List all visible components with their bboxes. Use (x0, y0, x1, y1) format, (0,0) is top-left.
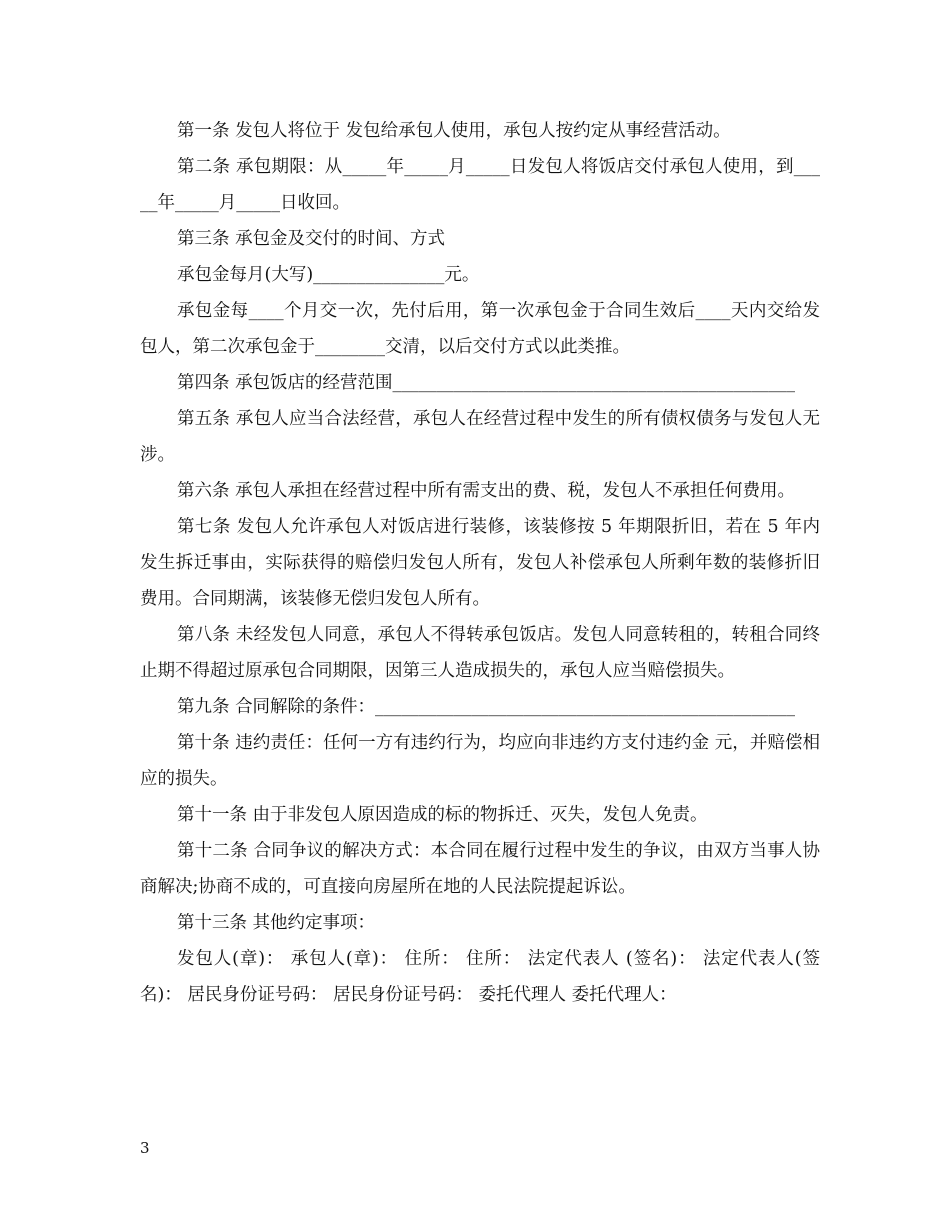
clause-9: 第九条 合同解除的条件：________________________________________________ (177, 697, 796, 717)
clause-10: 第十条 违约责任：任何一方有违约行为，均应向非违约方支付违约金 元，并赔偿相应的损失。 (140, 733, 820, 789)
clause-3-amount: 承包金每月(大写)_______________元。 (177, 265, 480, 285)
clause-13: 第十三条 其他约定事项： (177, 913, 376, 933)
clause-5: 第五条 承包人应当合法经营，承包人在经营过程中发生的所有债权债务与发包人无涉。 (140, 409, 820, 465)
clause-3-payment: 承包金每____个月交一次，先付后用，第一次承包金于合同生效后____天内交给发包人，第二次承包金于________交清，以后交付方式以此类推。 (140, 301, 820, 357)
contract-body (140, 113, 820, 1013)
clause-2: 第二条 承包期限：从_____年_____月_____日发包人将饭店交付承包人使用，到_____年_____月_____日收回。 (140, 157, 820, 213)
clause-7: 第七条 发包人允许承包人对饭店进行装修，该装修按 5 年期限折旧，若在 5 年内发生拆迁事由，实际获得的赔偿归发包人所有，发包人补偿承包人所剩年数的装修折旧费用。合同期满，该装修无偿归发包人所有。 (140, 517, 820, 609)
signature-block: 发包人(章)： 承包人(章)： 住所： 住所： 法定代表人 (签名)： 法定代表人(签名)： 居民身份证号码： 居民身份证号码： 委托代理人 委托代理人： (140, 949, 820, 1005)
clause-11: 第十一条 由于非发包人原因造成的标的物拆迁、灭失，发包人免责。 (177, 805, 708, 825)
clause-8: 第八条 未经发包人同意，承包人不得转承包饭店。发包人同意转租的，转租合同终止期不得超过原承包合同期限，因第三人造成损失的，承包人应当赔偿损失。 (140, 625, 820, 681)
clause-4: 第四条 承包饭店的经营范围______________________________________________ (177, 373, 796, 393)
clause-6: 第六条 承包人承担在经营过程中所有需支出的费、税，发包人不承担任何费用。 (177, 481, 796, 501)
page-number: 3 (140, 1139, 150, 1157)
clause-3: 第三条 承包金及交付的时间、方式 (177, 229, 446, 249)
clause-12: 第十二条 合同争议的解决方式：本合同在履行过程中发生的争议，由双方当事人协商解决;协商不成的，可直接向房屋所在地的人民法院提起诉讼。 (140, 841, 820, 897)
clause-1: 第一条 发包人将位于 发包给承包人使用，承包人按约定从事经营活动。 (177, 121, 731, 141)
